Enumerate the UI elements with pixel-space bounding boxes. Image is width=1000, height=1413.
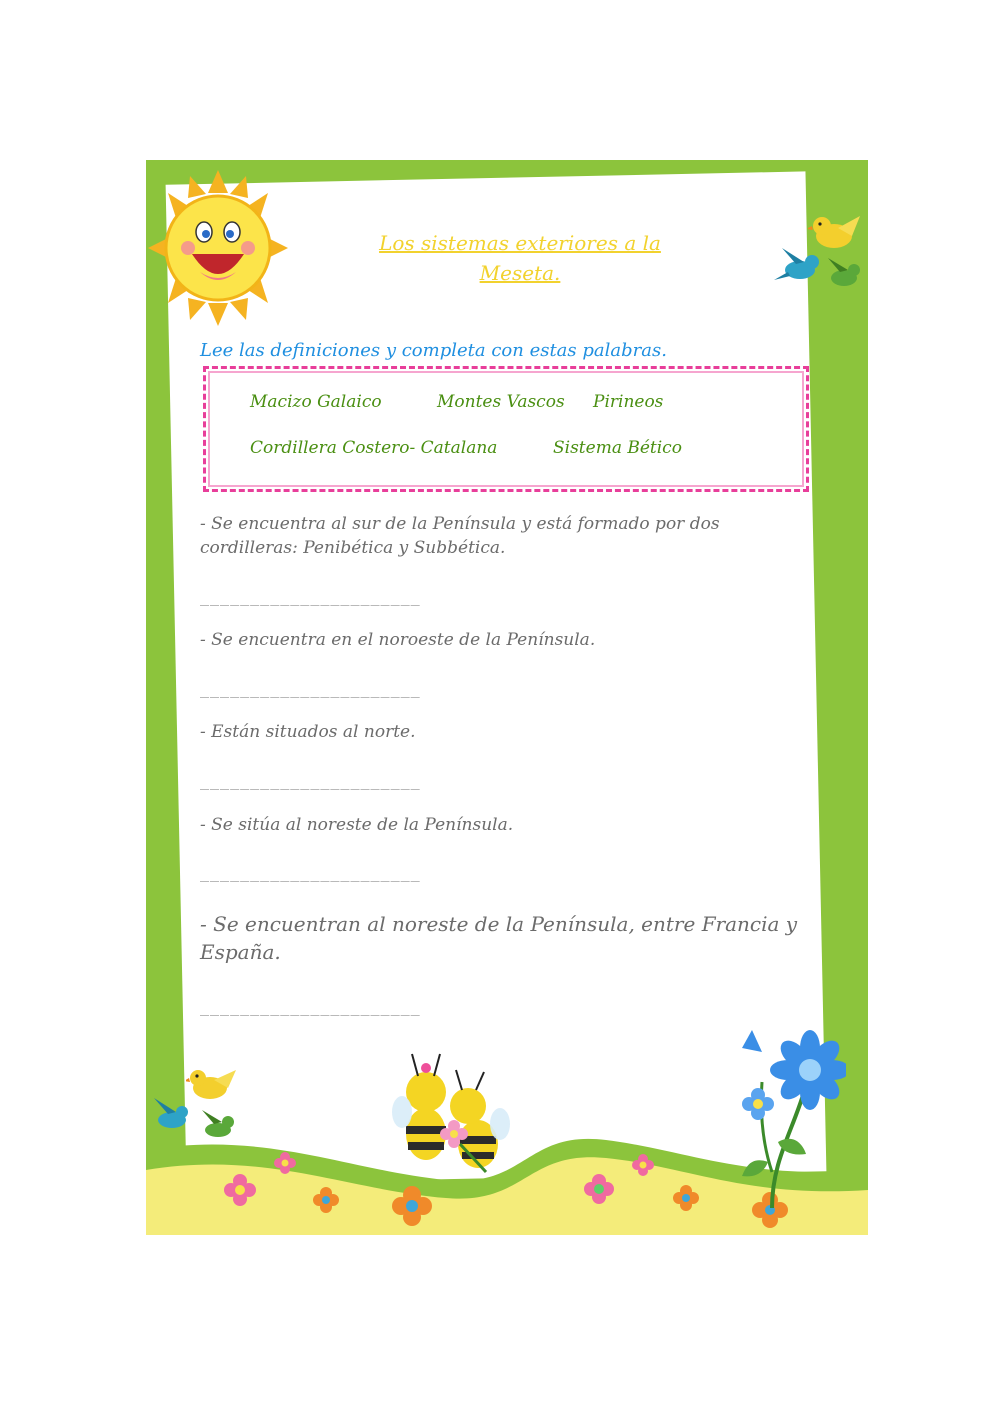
word-bank-item: Sistema Bético (553, 438, 682, 458)
answer-blank[interactable]: ______________________ (200, 864, 421, 882)
sun-icon (148, 166, 288, 326)
page-title: Los sistemas exteriores a la Meseta. (379, 231, 661, 285)
bird-icon (148, 1096, 196, 1138)
flower-icon (630, 1152, 656, 1178)
bird-icon (196, 1110, 240, 1146)
flower-icon (312, 1186, 340, 1214)
definition-text: - Están situados al norte. (200, 722, 416, 742)
definition-text: - Se encuentra al sur de la Península y está formado por dos cordilleras: Penibética y Subbética. (200, 514, 720, 558)
word-bank-box (203, 366, 809, 492)
word-bank-item: Cordillera Costero- Catalana (250, 438, 498, 458)
bee-icon (390, 1048, 516, 1174)
flower-icon (390, 1184, 434, 1228)
definition-text: - Se encuentra en el noroeste de la Península. (200, 630, 596, 650)
instruction-text: Lee las definiciones y completa con estas palabras. (200, 340, 667, 361)
word-bank-item: Pirineos (593, 392, 664, 412)
flower-icon (672, 1184, 700, 1212)
word-bank-item: Montes Vascos (437, 392, 565, 412)
flower-icon (222, 1172, 258, 1208)
answer-blank[interactable]: ______________________ (200, 998, 421, 1016)
bird-icon (774, 246, 826, 290)
definition-text: - Se encuentran al noreste de la Península, entre Francia y España. (200, 912, 798, 964)
definition-text: - Se sitúa al noreste de la Península. (200, 815, 514, 835)
flower-icon (272, 1150, 298, 1176)
bird-icon (822, 256, 866, 296)
answer-blank[interactable]: ______________________ (200, 588, 421, 606)
word-bank-item: Macizo Galaico (250, 392, 382, 412)
answer-blank[interactable]: ______________________ (200, 680, 421, 698)
flower-icon (582, 1172, 616, 1206)
answer-blank[interactable]: ______________________ (200, 772, 421, 790)
blue-flower-icon (732, 1022, 846, 1208)
